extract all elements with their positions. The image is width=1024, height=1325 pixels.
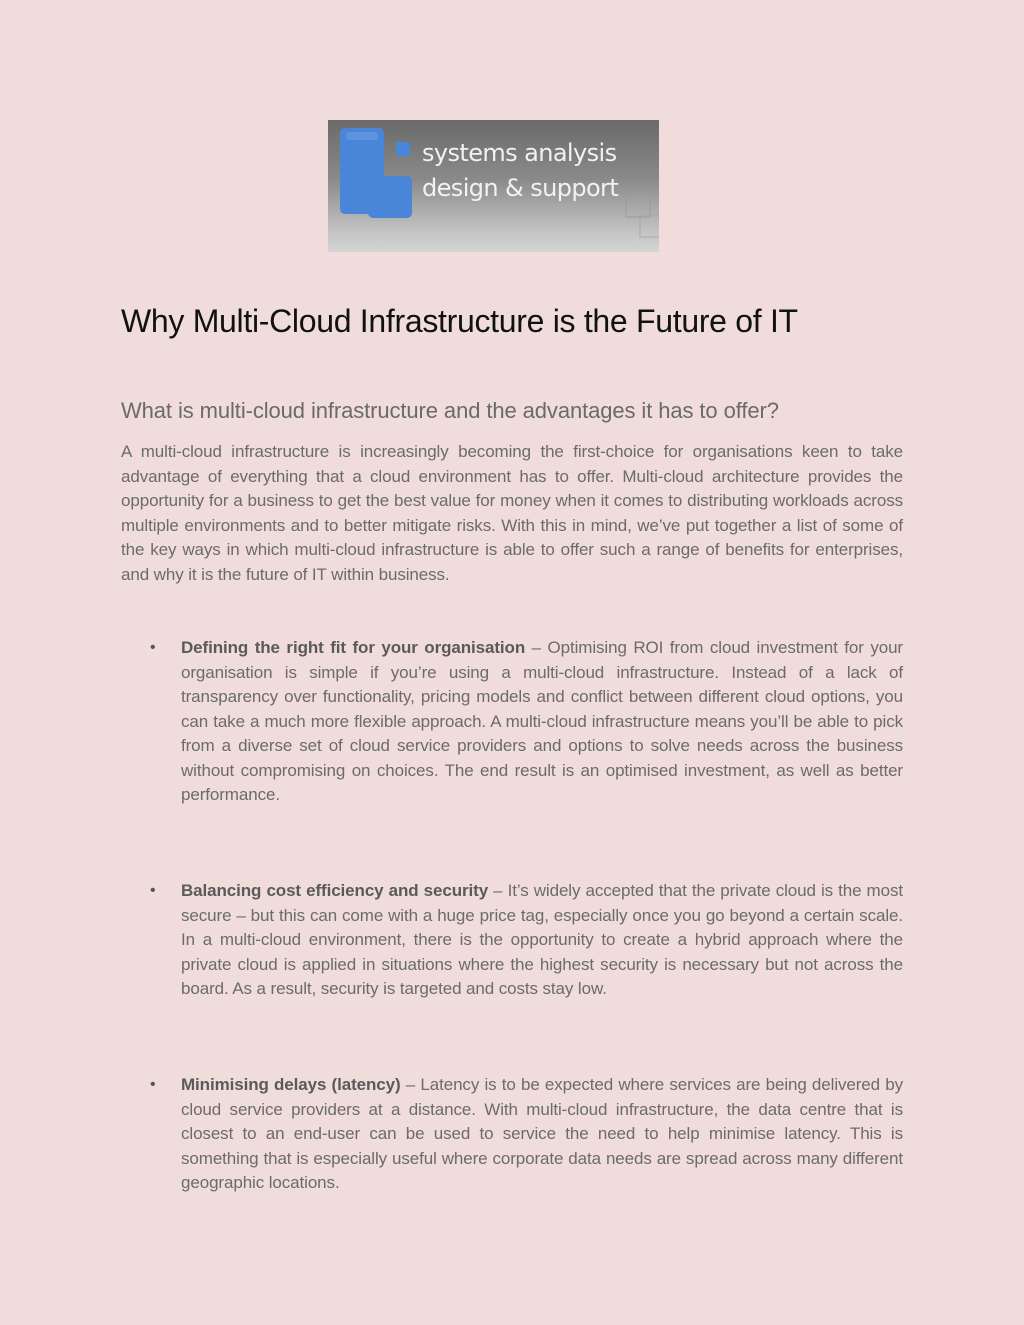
list-item-text: – It’s widely accepted that the private cloud is the most secure – but this can come with a huge price tag, especially once you go beyond a certain scale. In a multi-cloud environment, there is the opportunity to create a hybrid approach where the private cloud is applied in situations where the highest security is necessary but not across the board. As a result, security is targeted and costs stay low.: [181, 881, 903, 998]
logo-wordmark: [422, 136, 618, 206]
list-item: [181, 636, 903, 808]
section-heading: What is multi-cloud infrastructure and the advantages it has to offer?: [121, 398, 779, 423]
logo-ghost-shape: [639, 214, 659, 238]
logo-mark-icon: [328, 120, 428, 252]
bullet-icon: •: [150, 639, 156, 656]
company-logo: [328, 120, 659, 252]
list-item-lead: Minimising delays (latency): [181, 1075, 401, 1094]
list-item-text: – Latency is to be expected where services are being delivered by cloud service providers at a distance. With multi-cloud infrastructure, the data centre that is closest to an end-user can be used to service the need to help minimise latency. This is something that is especially useful where corporate data needs are spread across many different geographic locations.: [181, 1075, 904, 1192]
list-item-lead: Balancing cost efficiency and security: [181, 881, 489, 900]
logo-line-1: systems analysis: [422, 139, 617, 167]
list-item: [181, 879, 903, 1002]
list-item-lead: Defining the right fit for your organisation: [181, 638, 526, 657]
intro-paragraph: A multi-cloud infrastructure is increasingly becoming the first-choice for organisations keen to take advantage of everything that a cloud environment has to offer. Multi-cloud architecture provides the opportunity for a business to get the best value for money when it comes to distributing workloads across multiple environments and to better mitigate risks. With this in mind, we’ve put together a list of some of the key ways in which multi-cloud infrastructure is able to offer such a range of benefits for enterprises, and why it is the future of IT within business.: [121, 442, 903, 584]
list-item-text: – Optimising ROI from cloud investment for your organisation is simple if you’re using a multi-cloud infrastructure. Instead of a lack of transparency over functionality, pricing models and conflict between different cloud options, you can take a much more flexible approach. A multi-cloud infrastructure means you’ll be able to pick from a diverse set of cloud service providers and options to solve needs across the business without compromising on choices. The end result is an optimised investment, as well as better performance.: [181, 638, 903, 804]
list-item: [181, 1073, 903, 1196]
bullet-icon: •: [150, 1076, 156, 1093]
logo-line-2: design & support: [422, 174, 619, 202]
page-title: Why Multi-Cloud Infrastructure is the Future of IT: [121, 303, 798, 339]
bullet-icon: •: [150, 882, 156, 899]
